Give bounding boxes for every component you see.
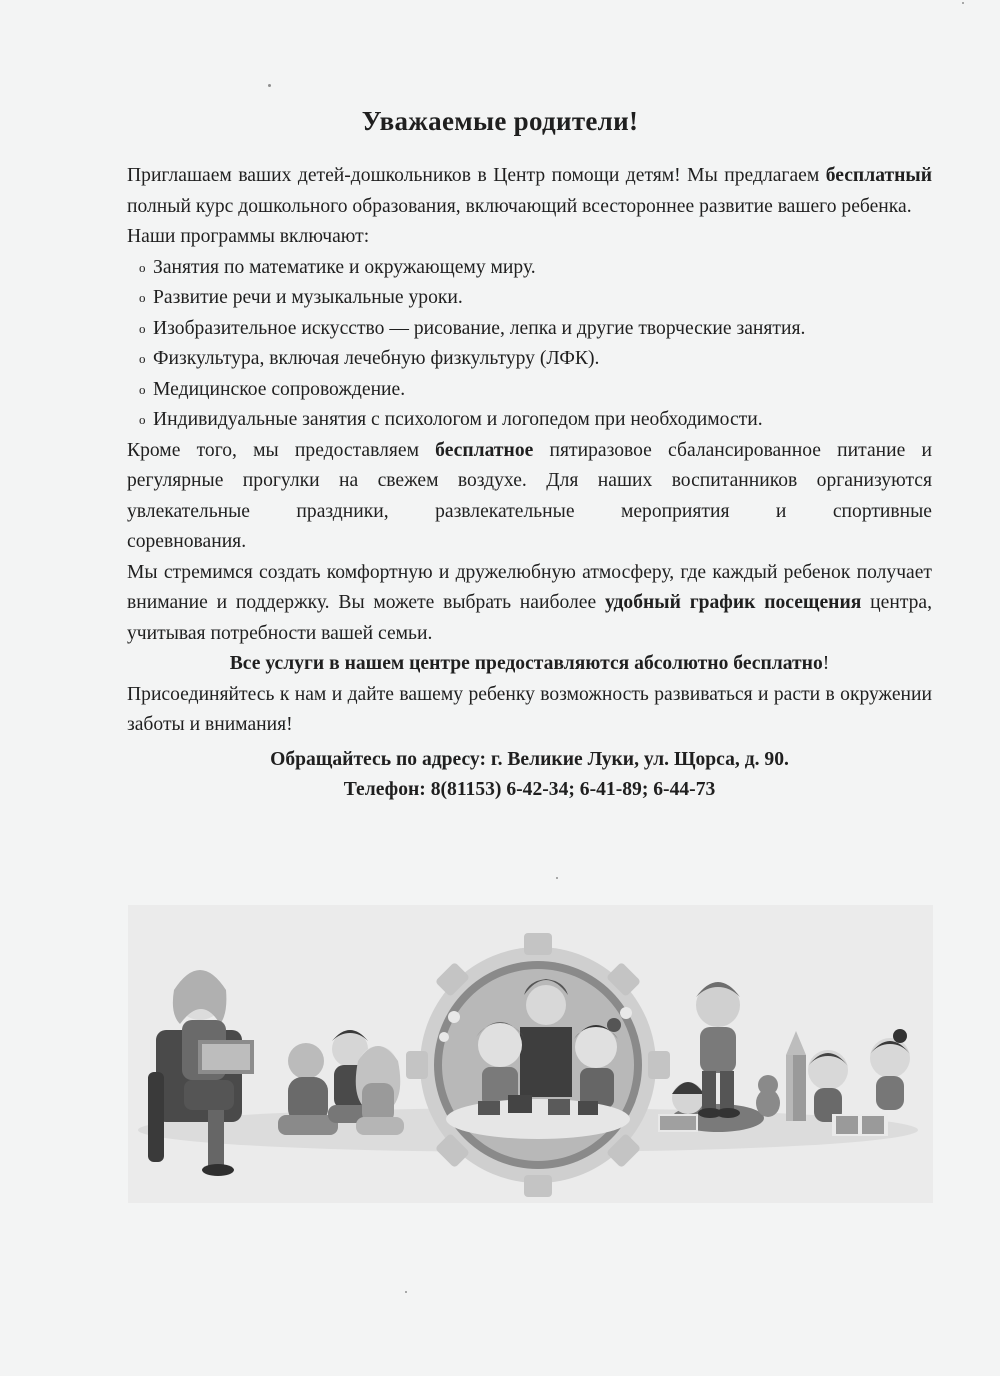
program-item xyxy=(127,405,932,436)
free-services-bold: Все услуги в нашем центре предоставляются абсолютно бесплатно xyxy=(229,653,823,674)
programs-heading: Наши программы включают: xyxy=(127,226,370,247)
letter-body xyxy=(127,161,932,806)
bullet-icon: o xyxy=(139,412,146,427)
extras-paragraph xyxy=(127,436,932,528)
extras-text-rest: пятиразовое сбалансированное питание и регулярные прогулки на свежем воздухе. Для наших воспитанников организуются увлекательные праздники, развлекательные мероприятия и спортивные xyxy=(127,439,932,522)
program-item xyxy=(127,314,932,345)
program-item xyxy=(127,253,932,284)
children-illustration xyxy=(128,905,933,1203)
bullet-icon: o xyxy=(139,351,146,366)
bullet-icon: o xyxy=(139,381,146,397)
extras-text: Кроме того, мы предоставляем xyxy=(127,439,436,461)
bullet-icon: o xyxy=(139,290,146,305)
intro-bold-free: бесплатный xyxy=(825,165,932,186)
bullet-icon: o xyxy=(139,320,146,336)
children-and-teachers-illustration-icon xyxy=(128,905,933,1203)
extras-paragraph-end: соревнования. xyxy=(127,531,247,552)
program-text: Индивидуальные занятия с психологом и логопедом при необходимости. xyxy=(153,409,763,430)
intro-text: Приглашаем ваших детей-дошкольников в Центр помощи детям! Мы предлагаем xyxy=(127,165,826,186)
scan-speck xyxy=(268,84,271,87)
intro-text-rest: полный курс дошкольного образования, включающий всестороннее развитие вашего ребенка. xyxy=(127,195,912,217)
scan-speck xyxy=(556,877,558,879)
page-title: Уважаемые родители! xyxy=(361,106,639,137)
join-paragraph: Присоединяйтесь к нам и дайте вашему ребенку возможность развиваться и расти в окружении заботы и внимания! xyxy=(127,683,932,735)
atmosphere-text-rest: центра, учитывая потребности вашей семьи. xyxy=(127,592,933,644)
extras-bold-free: бесплатное xyxy=(435,439,534,461)
program-text: Физкультура, включая лечебную физкультуру (ЛФК). xyxy=(153,348,600,369)
program-text: Изобразительное искусство — рисование, лепка и другие творческие занятия. xyxy=(153,317,806,339)
program-text: Занятия по математике и окружающему миру. xyxy=(153,256,536,278)
scan-speck xyxy=(962,2,964,4)
program-text: Развитие речи и музыкальные уроки. xyxy=(153,287,463,308)
program-text: Медицинское сопровождение. xyxy=(153,378,406,400)
contact-phone: Телефон: 8(81153) 6-42-34; 6-41-89; 6-44-73 xyxy=(343,779,716,800)
atmosphere-text: Мы стремимся создать комфортную и дружелюбную атмосферу, где каждый ребенок получает внимание и поддержку. Вы можете выбрать наиболее xyxy=(127,561,932,613)
program-item xyxy=(127,344,932,375)
programs-list xyxy=(127,253,932,436)
program-item xyxy=(127,375,932,406)
atmosphere-bold-schedule: удобный график посещения xyxy=(604,592,862,613)
contact-address: Обращайтесь по адресу: г. Великие Луки, ул. Щорса, д. 90. xyxy=(270,748,789,770)
free-services-line xyxy=(127,649,932,680)
free-services-suffix: ! xyxy=(822,653,830,674)
bullet-icon: o xyxy=(139,259,146,275)
scan-speck xyxy=(405,1291,407,1293)
intro-paragraph xyxy=(127,161,932,222)
atmosphere-paragraph xyxy=(127,558,932,650)
program-item xyxy=(127,283,932,314)
